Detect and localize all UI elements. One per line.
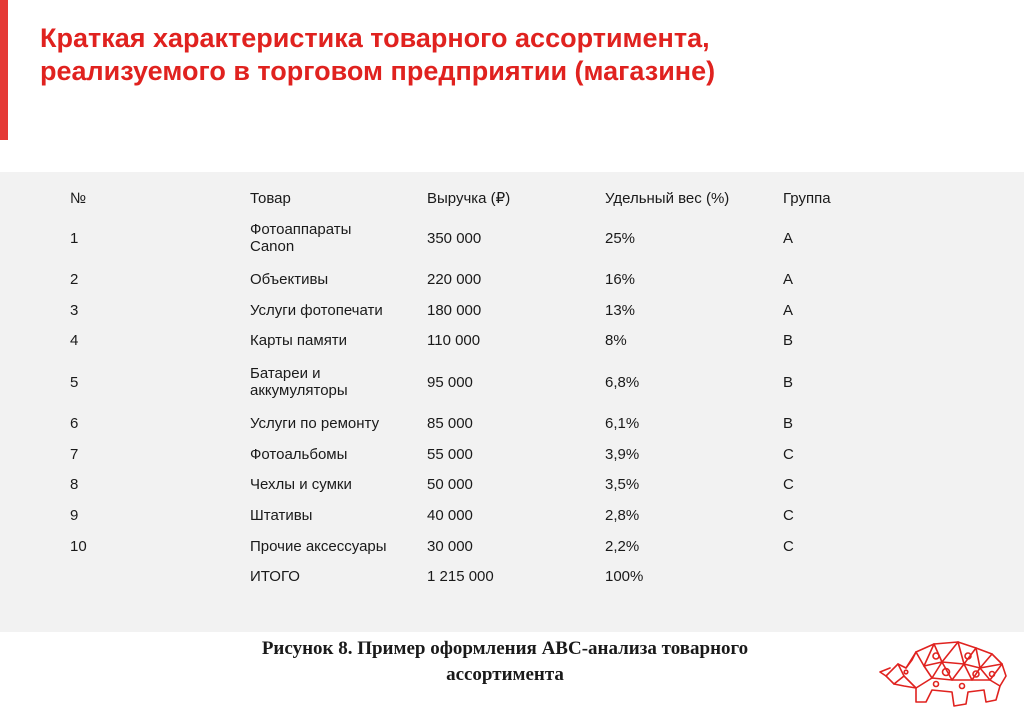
cell-group: C: [783, 506, 794, 524]
cell-num: 9: [70, 506, 79, 524]
table-header-row: [70, 184, 863, 212]
cell-item: Объективы: [250, 270, 329, 288]
cell-share: 3,5%: [605, 476, 640, 494]
cell-item: Прочие аксессуары: [250, 537, 387, 555]
cell-group: C: [783, 537, 794, 555]
header-num: №: [70, 189, 87, 207]
cell-group: [783, 562, 863, 593]
cell-num: 8: [70, 476, 79, 494]
cell-share: 8%: [605, 332, 627, 350]
cell-revenue: 30 000: [427, 537, 473, 555]
cell-item: Фотоальбомы: [250, 445, 348, 463]
cell-revenue: 110 000: [427, 332, 481, 350]
cell-num: [70, 562, 250, 593]
cell-num: 7: [70, 445, 79, 463]
cell-revenue: 220 000: [427, 270, 482, 288]
cell-share: 6,1%: [605, 414, 640, 432]
cell-share: 2,2%: [605, 537, 640, 555]
table-row: [70, 325, 863, 356]
cell-num: 1: [70, 229, 79, 247]
cell-group: B: [783, 373, 794, 391]
caption-line-1: Рисунок 8. Пример оформления ABC-анализа товарного: [261, 638, 749, 659]
cell-num: 6: [70, 414, 79, 432]
total-revenue: 1 215 000: [427, 568, 494, 586]
rhino-logo-icon: [876, 630, 1016, 715]
cell-item: Фотоаппараты Canon: [250, 221, 352, 255]
accent-bar: [0, 0, 8, 140]
cell-group: B: [783, 332, 794, 350]
header-group: Группа: [783, 189, 831, 207]
cell-group: C: [783, 445, 794, 463]
table-row: [70, 531, 863, 562]
table-row: [70, 439, 863, 470]
cell-num: 2: [70, 270, 79, 288]
total-label: ИТОГО: [250, 568, 300, 586]
cell-revenue: 180 000: [427, 301, 482, 319]
cell-item: Чехлы и сумки: [250, 476, 352, 494]
cell-revenue: 85 000: [427, 414, 473, 432]
cell-group: A: [783, 229, 794, 247]
header-share: Удельный вес (%): [605, 189, 730, 207]
cell-group: B: [783, 414, 794, 432]
cell-revenue: 350 000: [427, 229, 482, 247]
title-line-2: реализуемого в торговом предприятии (магазине): [40, 56, 716, 86]
cell-share: 2,8%: [605, 506, 640, 524]
cell-revenue: 40 000: [427, 506, 473, 524]
table-row: [70, 212, 863, 264]
caption-line-2: ассортимента: [446, 664, 564, 685]
cell-share: 13%: [605, 301, 636, 319]
total-share: 100%: [605, 568, 644, 586]
figure-caption: [180, 636, 830, 688]
cell-item: Штативы: [250, 506, 313, 524]
cell-revenue: 95 000: [427, 373, 473, 391]
table-row: [70, 408, 863, 439]
cell-share: 6,8%: [605, 373, 640, 391]
title-line-1: Краткая характеристика товарного ассортимента,: [40, 23, 710, 53]
cell-num: 4: [70, 332, 79, 350]
cell-group: C: [783, 476, 794, 494]
cell-item: Услуги фотопечати: [250, 301, 383, 319]
table-total-row: [70, 562, 863, 593]
cell-num: 3: [70, 301, 79, 319]
table-row: [70, 264, 863, 295]
cell-num: 5: [70, 373, 79, 391]
cell-share: 3,9%: [605, 445, 640, 463]
table-row: [70, 356, 863, 408]
cell-group: A: [783, 270, 794, 288]
cell-share: 16%: [605, 270, 636, 288]
cell-item: Карты памяти: [250, 332, 348, 350]
page-title: [40, 22, 940, 88]
cell-revenue: 55 000: [427, 445, 473, 463]
table-row: [70, 295, 863, 326]
header-item: Товар: [250, 189, 291, 207]
table-panel: [0, 172, 1024, 632]
cell-num: 10: [70, 537, 87, 555]
table-row: [70, 469, 863, 500]
abc-table: [70, 184, 863, 592]
cell-item: Батареи и аккумуляторы: [250, 365, 348, 400]
cell-item: Услуги по ремонту: [250, 414, 380, 432]
table-row: [70, 500, 863, 531]
cell-revenue: 50 000: [427, 476, 473, 494]
header-revenue: Выручка (₽): [427, 190, 511, 207]
cell-group: A: [783, 301, 794, 319]
cell-share: 25%: [605, 229, 636, 247]
